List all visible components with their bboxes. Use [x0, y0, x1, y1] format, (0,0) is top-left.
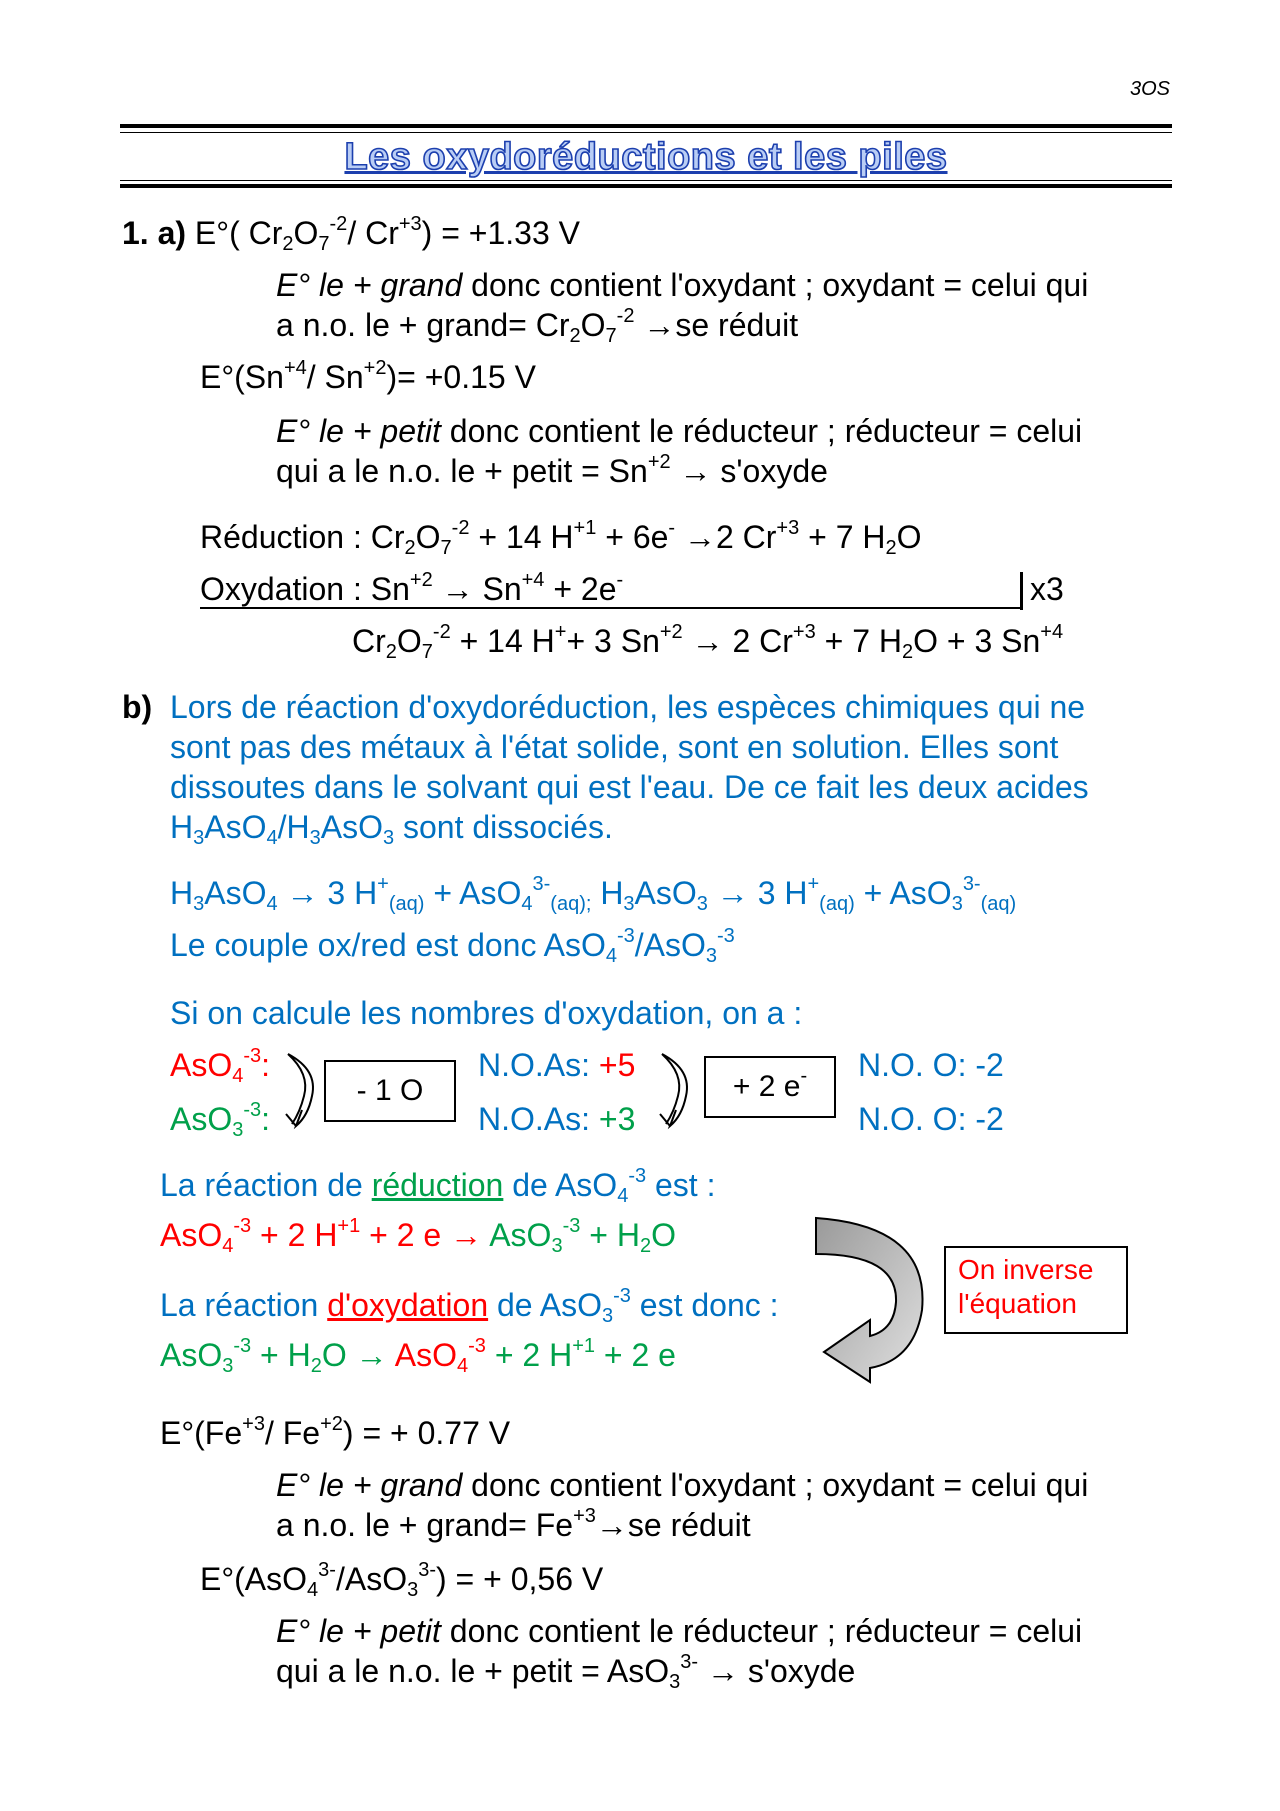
inversion-arrow-icon — [810, 1210, 950, 1390]
line-reducer-aso: qui a le n.o. le + petit = AsO$_3^{3-}$ → s'oxyde — [276, 1651, 856, 1693]
oxidation-half-equation: Oxydation : $Sn^{+2} \to Sn^{+4} + 2e^-$ — [200, 569, 624, 607]
part-b-para-1: Lors de réaction d'oxydoréduction, les espèces chimiques qui ne — [170, 689, 1086, 725]
curved-arrow-2-icon — [656, 1050, 696, 1140]
global-equation: $Cr_2O_7^{-2} + 14$ H++ 3 $Sn^{+2} \to 2$ $Cr^{+3} + 7$ $H_2O + 3$ $Sn^{+4}$ — [352, 621, 1064, 663]
title-rule-bottom-thin — [120, 180, 1172, 181]
curved-arrow-1-icon — [282, 1050, 322, 1140]
title-rule-top-thin — [120, 132, 1172, 133]
no-as-plus5: N.O.As: +5 — [478, 1047, 636, 1083]
line-e-petit-2: E° le + petit donc contient le réducteur ; réducteur = celui — [276, 1613, 1083, 1649]
oxidation-title: La réaction d'oxydation de AsO$_3^{-3}$ est donc : — [160, 1285, 779, 1327]
electrons-box: + 2 e- — [704, 1056, 836, 1118]
part-b-para-2: sont pas des métaux à l'état solide, sont en solution. Elles sont — [170, 729, 1059, 765]
oxidation-underline — [200, 607, 1020, 609]
document-code: 3OS — [1129, 78, 1170, 100]
reduction-equation: AsO$_4^{-3}$ + 2 $H^{+1} + 2$ $e \to AsO_3^{-3} + H_2O$ — [160, 1215, 676, 1257]
oxidation-equation: $AsO_3^{-3} + H_2O \to AsO_4^{-3} + 2$ $H^{+1} + 2$ e — [160, 1335, 676, 1377]
line-e-grand: E° le + grand donc contient l'oxydant ; oxydant = celui qui — [276, 267, 1089, 303]
no-as-plus3: N.O.As: +3 — [478, 1101, 636, 1137]
line-e-aso: E°(AsO$_4^{3-}$/AsO$_3^{3-}$) = + 0,56 V — [200, 1559, 604, 1601]
line-e-fe: $E^\circ(Fe^{+3}/$ $Fe^{+2}$) = + 0.77 V — [160, 1413, 511, 1451]
part-b-para-3: dissoutes dans le solvant qui est l'eau. De ce fait les deux acides — [170, 769, 1089, 805]
multiplier: x3 — [1030, 571, 1064, 607]
inverse-note-line-2: l'équation — [958, 1288, 1077, 1319]
title-rule-top — [120, 124, 1172, 128]
part-b-para-4: $H_3AsO_4/H_3AsO_3$ sont dissociés. — [170, 809, 613, 849]
no-o-2: N.O. O: -2 — [858, 1101, 1004, 1137]
aso4-label: AsO$_4^{-3}$: — [170, 1045, 271, 1087]
no-o-1: N.O. O: -2 — [858, 1047, 1004, 1083]
multiplier-bar — [1020, 572, 1023, 610]
inverse-note-line-1: On inverse — [958, 1254, 1094, 1285]
line-e-petit: E° le + petit donc contient le réducteur ; réducteur = celui — [276, 413, 1083, 449]
dissociation-equations: $H_3AsO_4 \to 3$ $H^+_{(aq)} + AsO_4^{3-}_{(aq);}$ $H_3AsO_3 \to 3$ $H^+_{(aq)} + AsO_3^{3-}_{(aq)}$ — [170, 873, 1017, 915]
line-oxidant-fe: a n.o. le + grand= $Fe^{+3}\to se$ réduit — [276, 1505, 751, 1543]
part-b-label: b) — [122, 689, 153, 725]
page-title: Les oxydoréductions et les piles — [344, 136, 948, 178]
line-e-sn: $E^\circ(Sn^{+4}/$ $Sn^{+2})= +0.15$ V — [200, 357, 536, 395]
calc-line: Si on calcule les nombres d'oxydation, on a : — [170, 995, 803, 1031]
line-reducer: qui a le n.o. le + petit = $Sn^{+2}$ → s'oxyde — [276, 451, 828, 489]
line-e-grand-2: E° le + grand donc contient l'oxydant ; oxydant = celui qui — [276, 1467, 1089, 1503]
remove-oxygen-box: - 1 O — [324, 1060, 456, 1122]
line-oxidant: a n.o. le + grand= $Cr_2O_7^{-2} \to se$ réduit — [276, 305, 799, 347]
reduction-title: La réaction de réduction de AsO$_4^{-3}$ est : — [160, 1165, 716, 1207]
aso3-label: AsO$_3^{-3}$: — [170, 1099, 271, 1141]
title-rule-bottom — [120, 184, 1172, 188]
reduction-half-equation: Réduction : $Cr_2O_7^{-2} + 14$ $H^{+1} + 6e^- \to 2$ $Cr^{+3} + 7$ $H_2O$ — [200, 517, 922, 559]
couple-line: Le couple ox/red est donc AsO$_4^{-3}$/AsO$_3^{-3}$ — [170, 925, 735, 967]
line-e-cr: 1. a) E°( $Cr_2O_7^{-2}/$ $Cr^{+3}) = +1.33$ V — [122, 213, 580, 255]
